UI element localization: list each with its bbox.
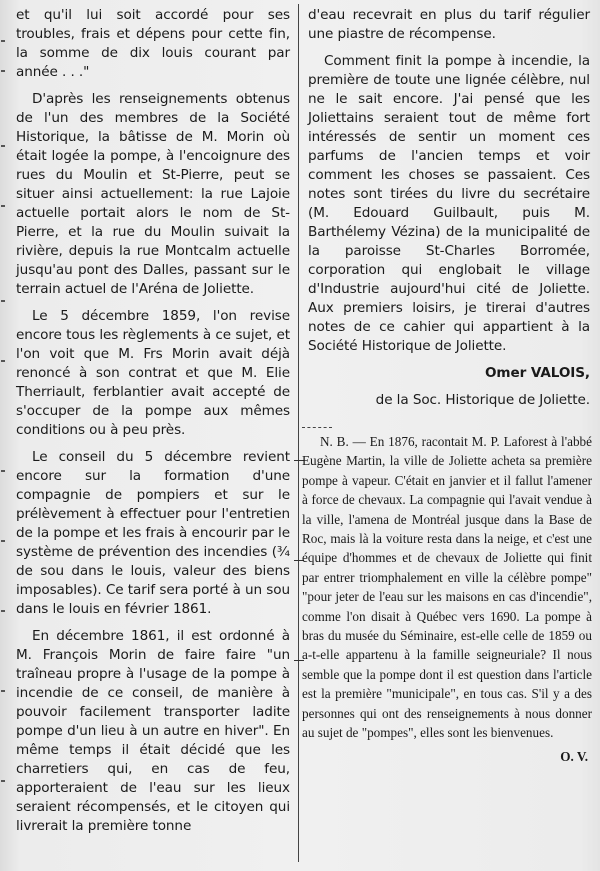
left-paragraph-1: et qu'il lui soit accordé pour ses troubles, frais et dépens pour cette fin, la somme de dix louis courant par année . . ." bbox=[16, 7, 290, 80]
author-affiliation: de la Soc. Historique de Joliette. bbox=[375, 392, 590, 408]
note-rule bbox=[302, 427, 332, 429]
column-divider bbox=[298, 4, 299, 862]
left-paragraph-4: Le conseil du 5 décembre revient encore sur la formation d'une compagnie de pompiers et sur le prélèvement à effectuer pour l'entretien de la pompe et les frais à encourir par le système de prévention des incendies (¾ de sou dans le louis, valeur des biens imposables). Ce tarif sera porté à un sou dans le louis en février 1861. bbox=[16, 449, 290, 617]
author-last-name: VALOIS, bbox=[530, 365, 590, 381]
left-paragraph-5: En décembre 1861, il est ordonné à M. François Morin de faire faire "un traîneau propre à l'usage de la pompe à incendie de ce conseil, de manière à pouvoir facilement transporter ladite pompe d'un lieu à un autre en hiver". En même temps il était décidé que les charretiers qui, en cas de feu, apporteraient de l'eau sur les lieux seraient récompensés, et le citoyen qui livrerait la première tonne bbox=[16, 628, 290, 834]
right-paragraph-1: d'eau recevrait en plus du tarif régulier une piastre de récompense. bbox=[308, 7, 590, 42]
left-paragraph-2: D'après les renseignements obtenus de l'un des membres de la Société Historique, la bâtisse de M. Morin où était logée la pompe, à l'encoignure des rues du Moulin et St-Pierre, peut se situer ainsi actuellement: la rue Lajoie actuelle portait alors le nom de St-Pierre, et la rue du Moulin suivait la rivière, depuis la rue Montcalm actuelle jusqu'au pont des Dalles, passant sur le terrain actuel de l'Aréna de Joliette. bbox=[16, 91, 290, 297]
left-paragraph-3: Le 5 décembre 1859, l'on revise encore tous les règlements à ce sujet, et l'on voit que M. Frs Morin avait déjà renoncé à son contrat et que M. Elie Therriault, ferblantier avait accepté de s'occuper de la pompe aux mêmes conditions ou à peu près. bbox=[16, 308, 290, 438]
nb-note-initials: O. V. bbox=[560, 748, 588, 764]
author-signature bbox=[308, 364, 590, 383]
right-column bbox=[308, 6, 590, 418]
right-paragraph-2: Comment finit la pompe à incendie, la première de toute une lignée célèbre, nul ne le sait encore. J'ai pensé que les Joliettains seraient tout de même fort intéressés de sentir un moment ces parfums de l'ancien temps et voir comment les choses se passaient. Ces notes sont tirées du livre du secrétaire (M. Edouard Guilbault, puis M. Barthélemy Vézina) de la municipalité de la paroisse St-Charles Borromée, corporation qui englobait le village d'Industrie aujourd'hui cité de Joliette. Aux premiers loisirs, je tirerai d'autres notes de ce cahier qui appartient à la Société Historique de Joliette. bbox=[308, 53, 590, 354]
left-column bbox=[16, 6, 290, 844]
nb-note bbox=[302, 432, 592, 766]
nb-note-text: N. B. — En 1876, racontait M. P. Laforest à l'abbé Eugène Martin, la ville de Joliette acheta sa première pompe à vapeur. C'était en janvier et il fallut l'amener à force de chevaux. La compagnie qui l'avait vendue à la ville, l'amena de Montréal jusque dans la Base de Roc, mais là la voiture resta dans la neige, et c'est une équipe d'hommes et de chevaux de Joliette qui finit par entrer triomphalement en ville la célèbre pompe" "pour jeter de l'eau sur les maisons en cas d'incendie", comme l'on disait à Québec vers 1690. La pompe à bras du musée du Séminaire, est-elle celle de 1859 ou a-t-elle appartenu à la famille seigneuriale? Il nous semble que la pompe dont il est question dans l'article est la première "municipale", en tous cas. S'il y a des personnes qui ont des renseignements à nous donner au sujet de "pompes", elles sont les bienvenues. bbox=[302, 434, 592, 741]
author-first-name: Omer bbox=[484, 365, 527, 381]
left-margin-marks bbox=[0, 0, 8, 871]
